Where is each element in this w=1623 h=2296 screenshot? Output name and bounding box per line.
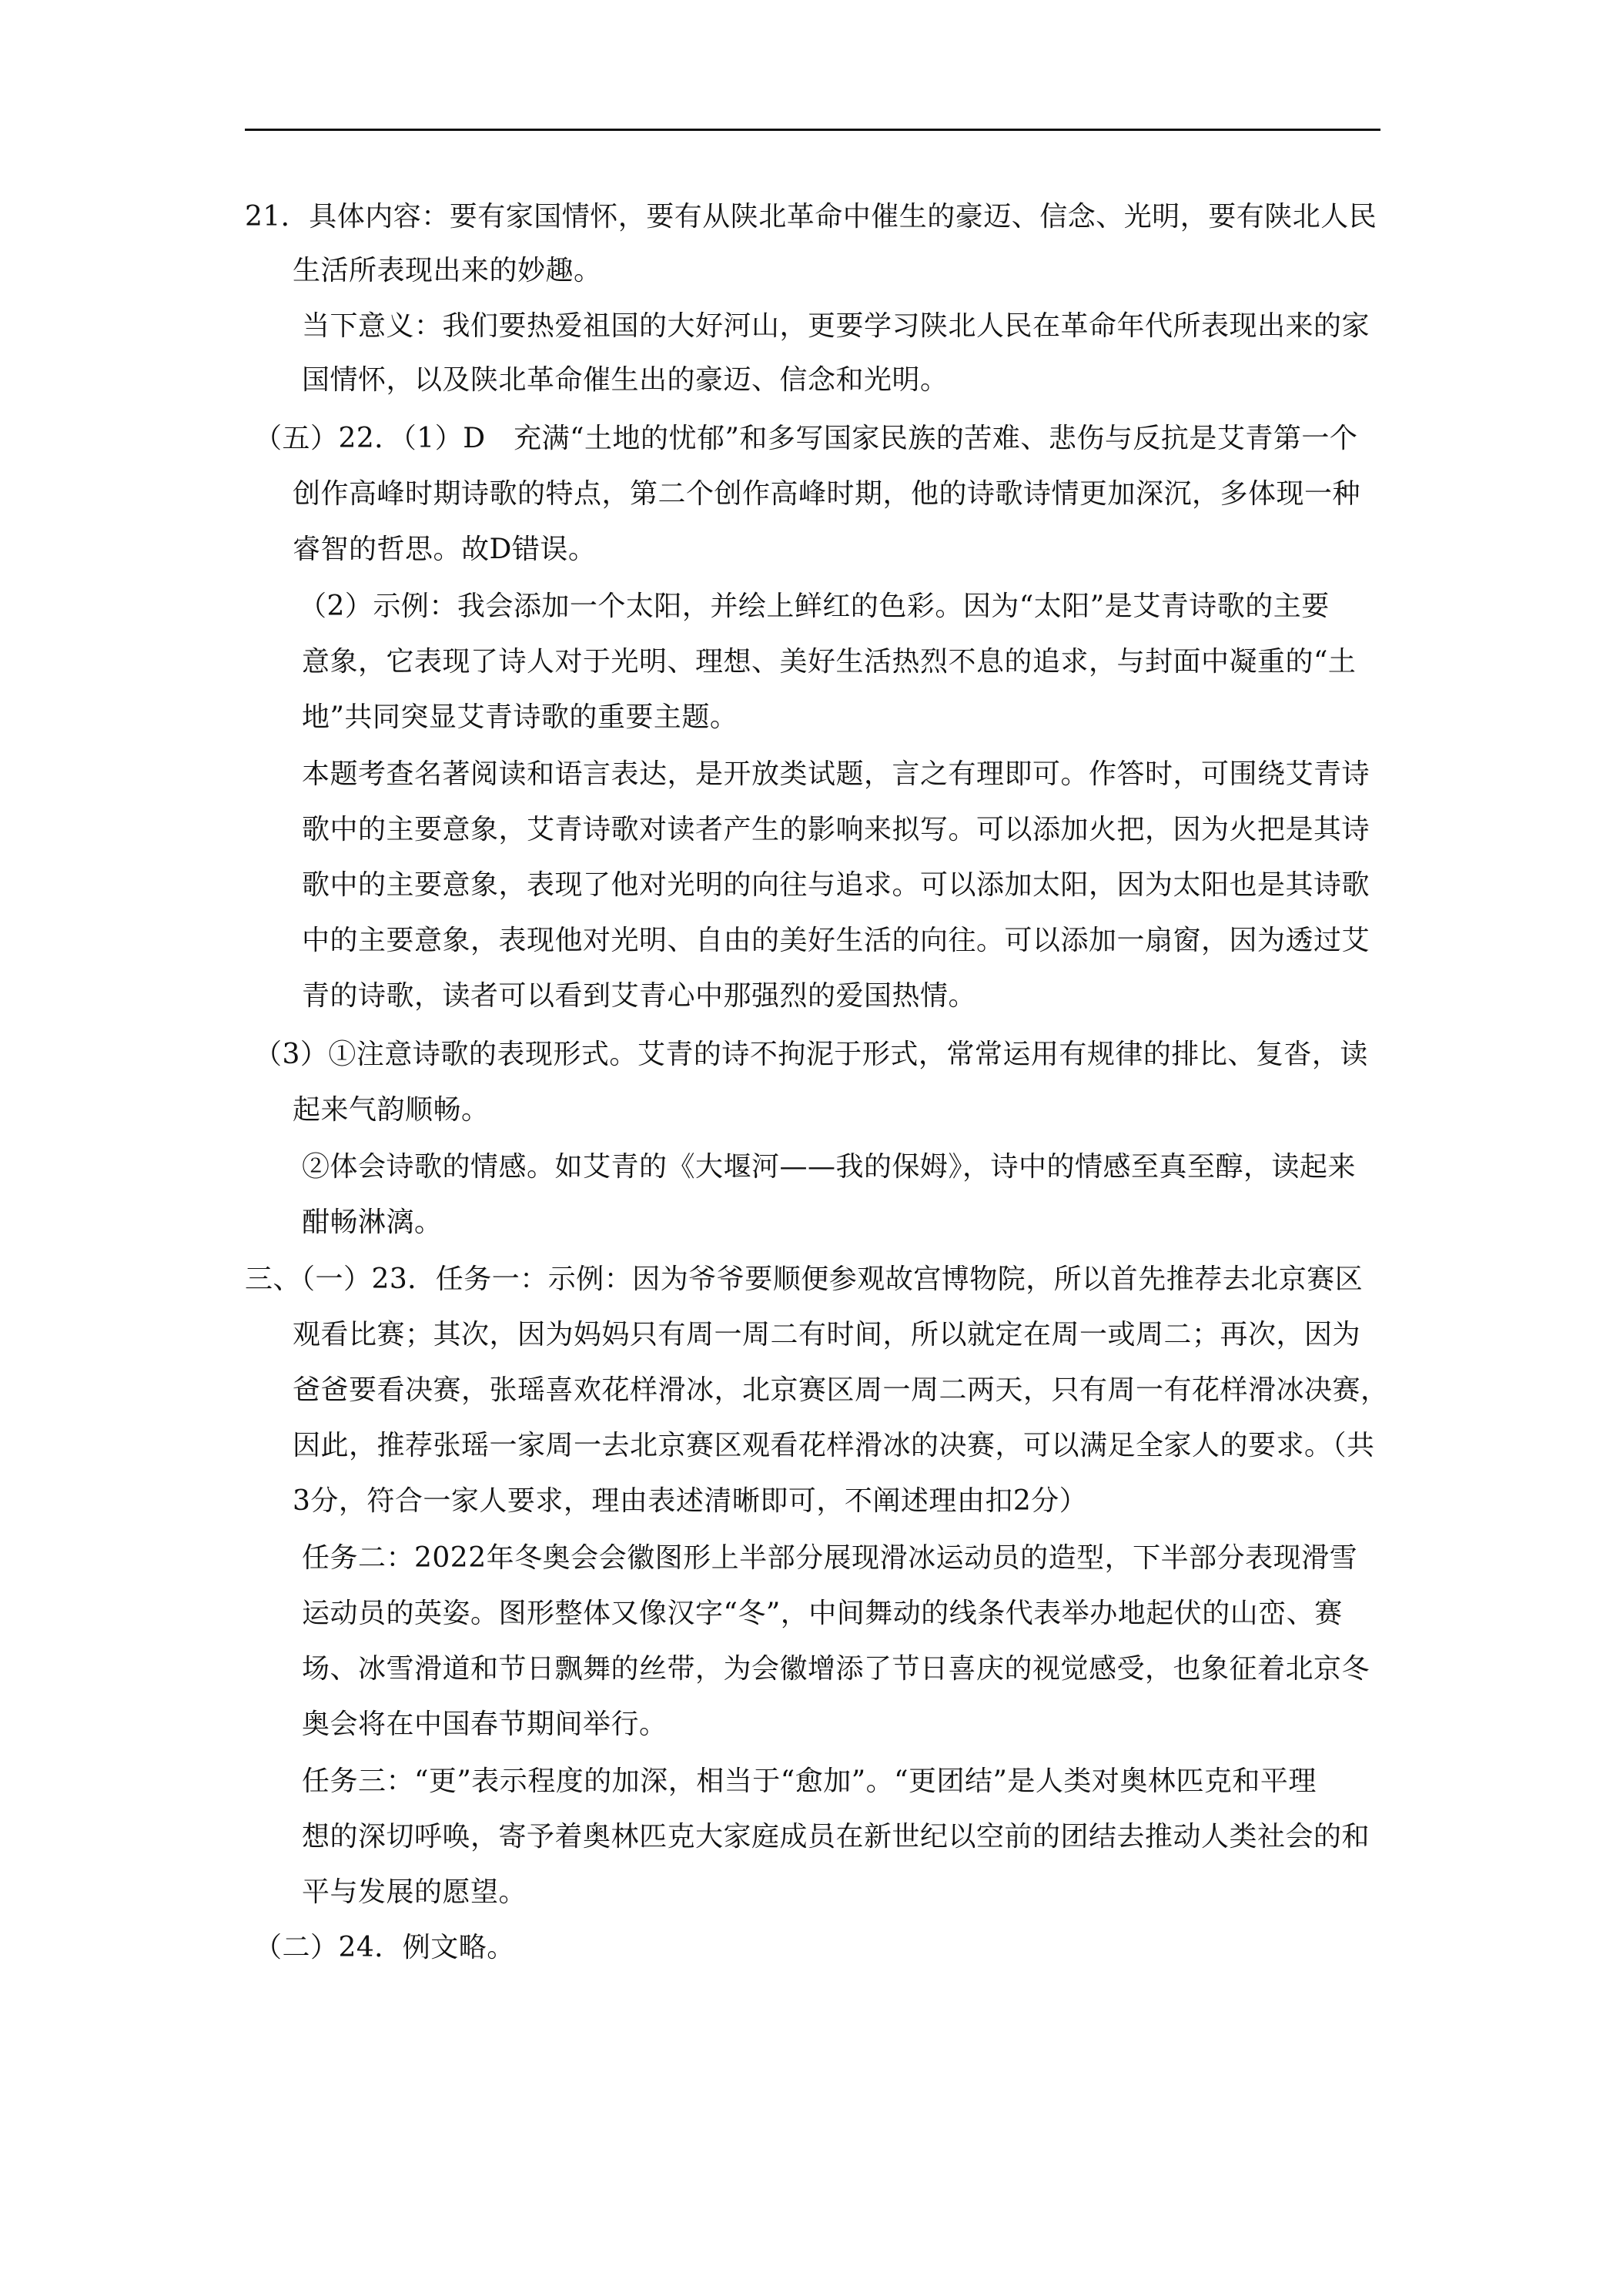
answer-22-line-2: 创作高峰时期诗歌的特点，第二个创作高峰时期，他的诗歌诗情更加深沉，多体现一种 xyxy=(293,478,1361,510)
header-rule xyxy=(245,129,1380,131)
task-three-line-1: 任务三：“更”表示程度的加深，相当于“愈加”。“更团结”是人类对奥林匹克和平理 xyxy=(302,1766,1317,1797)
answer-22-3-line-3: ②体会诗歌的情感。如艾青的《大堰河——我的保姆》，诗中的情感至真至醇，读起来 xyxy=(302,1151,1357,1183)
answer-22-2-line-2: 意象，它表现了诗人对于光明、理想、美好生活热烈不息的追求，与封面中凝重的“土 xyxy=(302,646,1357,678)
answer-21-line-4: 国情怀，以及陕北革命催生出的豪迈、信念和光明。 xyxy=(302,364,949,396)
answer-22-note-line-2: 歌中的主要意象，艾青诗歌对读者产生的影响来拟写。可以添加火把，因为火把是其诗 xyxy=(302,814,1370,845)
answer-22-note-line-3: 歌中的主要意象，表现了他对光明的向往与追求。可以添加太阳，因为太阳也是其诗歌 xyxy=(302,869,1370,901)
answer-23-line-2: 观看比赛；其次，因为妈妈只有周一周二有时间，所以就定在周一或周二；再次，因为 xyxy=(293,1319,1361,1350)
answer-21-line-2: 生活所表现出来的妙趣。 xyxy=(293,255,602,286)
answer-24-line: （二）24．例文略。 xyxy=(254,1932,515,1963)
task-three-line-2: 想的深切呼唤，寄予着奥林匹克大家庭成员在新世纪以空前的团结去推动人类社会的和 xyxy=(302,1821,1370,1853)
answer-22-3-line-2: 起来气韵顺畅。 xyxy=(293,1094,490,1126)
task-two-line-4: 奥会将在中国春节期间举行。 xyxy=(302,1709,668,1740)
answer-23-line-5: 3分，符合一家人要求，理由表述清晰即可，不阐述理由扣2分） xyxy=(293,1485,1088,1517)
task-two-line-2: 运动员的英姿。图形整体又像汉字“冬”，中间舞动的线条代表举办地起伏的山峦、赛 xyxy=(302,1598,1343,1629)
task-three-line-3: 平与发展的愿望。 xyxy=(302,1876,527,1908)
answer-21-line-3: 当下意义：我们要热爱祖国的大好河山，更要学习陕北人民在革命年代所表现出来的家 xyxy=(302,310,1370,342)
answer-22-note-line-5: 青的诗歌，读者可以看到艾青心中那强烈的爱国热情。 xyxy=(302,980,977,1012)
answer-23-line-3: 爸爸要看决赛，张瑶喜欢花样滑冰，北京赛区周一周二两天，只有周一有花样滑冰决赛， xyxy=(293,1374,1389,1406)
answer-22-note-line-4: 中的主要意象，表现他对光明、自由的美好生活的向往。可以添加一扇窗，因为透过艾 xyxy=(302,925,1370,956)
answer-23-line-4: 因此，推荐张瑶一家周一去北京赛区观看花样滑冰的决赛，可以满足全家人的要求。（共 xyxy=(293,1430,1375,1461)
answer-22-2-line-3: 地”共同突显艾青诗歌的重要主题。 xyxy=(302,701,738,733)
answer-22-3-line-4: 酣畅淋漓。 xyxy=(302,1207,443,1238)
task-two-line-3: 场、冰雪滑道和节日飘舞的丝带，为会徽增添了节日喜庆的视觉感受，也象征着北京冬 xyxy=(302,1653,1370,1685)
answer-22-line-3: 睿智的哲思。故D错误。 xyxy=(293,534,597,565)
answer-22-3-line-1: （3）①注意诗歌的表现形式。艾青的诗不拘泥于形式，常常运用有规律的排比、复沓，读 xyxy=(254,1039,1368,1070)
answer-22-line-1: （五）22．（1）D 充满“土地的忧郁”和多写国家民族的苦难、悲伤与反抗是艾青第一个 xyxy=(254,423,1358,454)
answer-21-line-1: 21．具体内容：要有家国情怀，要有从陕北革命中催生的豪迈、信念、光明，要有陕北人民 xyxy=(245,201,1377,233)
answer-23-line-1: 三、（一）23．任务一：示例：因为爷爷要顺便参观故宫博物院，所以首先推荐去北京赛区 xyxy=(245,1263,1364,1295)
answer-22-note-line-1: 本题考查名著阅读和语言表达，是开放类试题，言之有理即可。作答时，可围绕艾青诗 xyxy=(302,758,1370,790)
task-two-line-1: 任务二：2022年冬奥会会徽图形上半部分展现滑冰运动员的造型，下半部分表现滑雪 xyxy=(302,1542,1358,1574)
answer-22-2-line-1: （2）示例：我会添加一个太阳，并绘上鲜红的色彩。因为“太阳”是艾青诗歌的主要 xyxy=(299,591,1330,622)
